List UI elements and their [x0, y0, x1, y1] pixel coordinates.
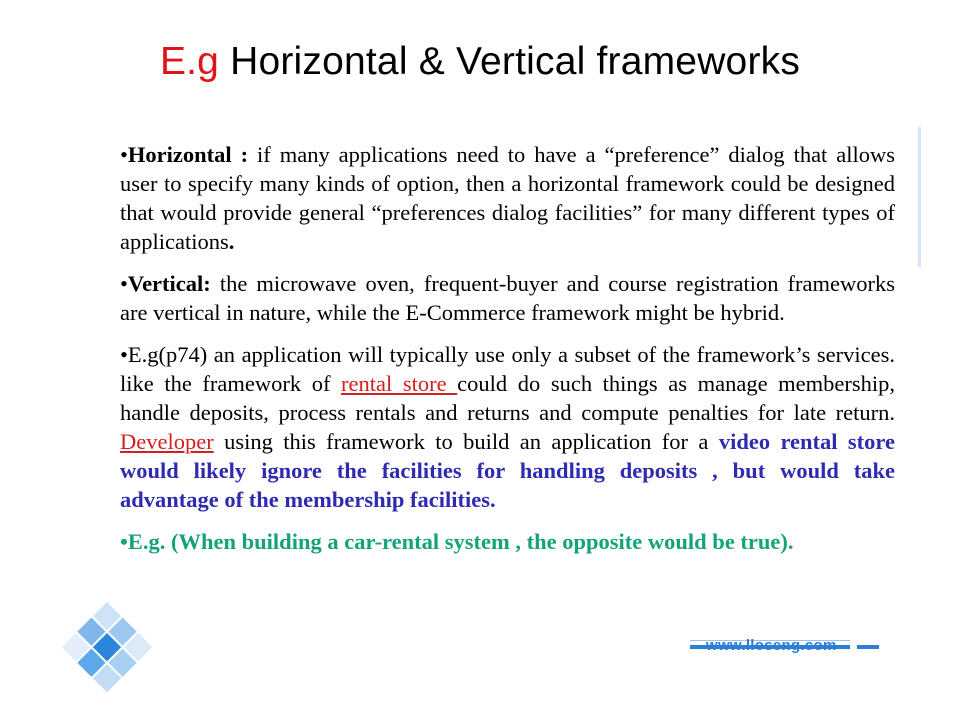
slide-title: [0, 40, 960, 84]
paragraph-text: using this framework to build an application for a: [213, 429, 719, 454]
highlighted-text: video rental store would likely ignore the facilities for handling deposits , but would take advantage of the membership facilities.: [120, 429, 895, 512]
brand-bar-short: [857, 645, 879, 649]
paragraph-example: [120, 340, 895, 514]
diamond-logo-icon: [52, 600, 162, 700]
link-developer[interactable]: Developer: [120, 429, 214, 454]
link-rental-store[interactable]: rental store: [341, 371, 458, 396]
highlighted-text-green: E.g. (When building a car-rental system , the opposite would be true).: [127, 529, 794, 554]
paragraph-text: E.g(p74) an application will typically use only a subset of the framework’s services. like the framework of: [120, 342, 895, 396]
bullet: •: [120, 342, 128, 367]
title-text: Horizontal & Vertical frameworks: [219, 40, 801, 83]
paragraph-text: if many applications need to have a “preference” dialog that allows user to specify many kinds of option, then a horizontal framework could be designed that would provide general “preferences dialog facilities” for many different types of applications: [120, 142, 895, 254]
term-horizontal: Horizontal :: [127, 142, 249, 167]
bullet: •: [120, 529, 128, 554]
paragraph-text: could do such things as manage membership, handle deposits, process rentals and returns and compute penalties for late return.: [120, 371, 895, 425]
paragraph-horizontal: [120, 140, 895, 256]
bullet: •: [120, 142, 128, 167]
paragraph-text: the microwave oven, frequent-buyer and course registration frameworks are vertical in nature, while the E-Commerce framework might be hybrid.: [120, 271, 895, 325]
bullet: •: [120, 271, 128, 296]
paragraph-vertical: [120, 269, 895, 327]
decorative-vertical-line: [918, 127, 921, 267]
title-prefix: E.g: [159, 40, 220, 83]
paragraph-end: .: [228, 229, 235, 254]
slide-body: [120, 140, 895, 569]
term-vertical: Vertical:: [127, 271, 211, 296]
paragraph-opposite: [120, 527, 895, 556]
brand-url[interactable]: www.lloseng.com: [706, 637, 837, 654]
